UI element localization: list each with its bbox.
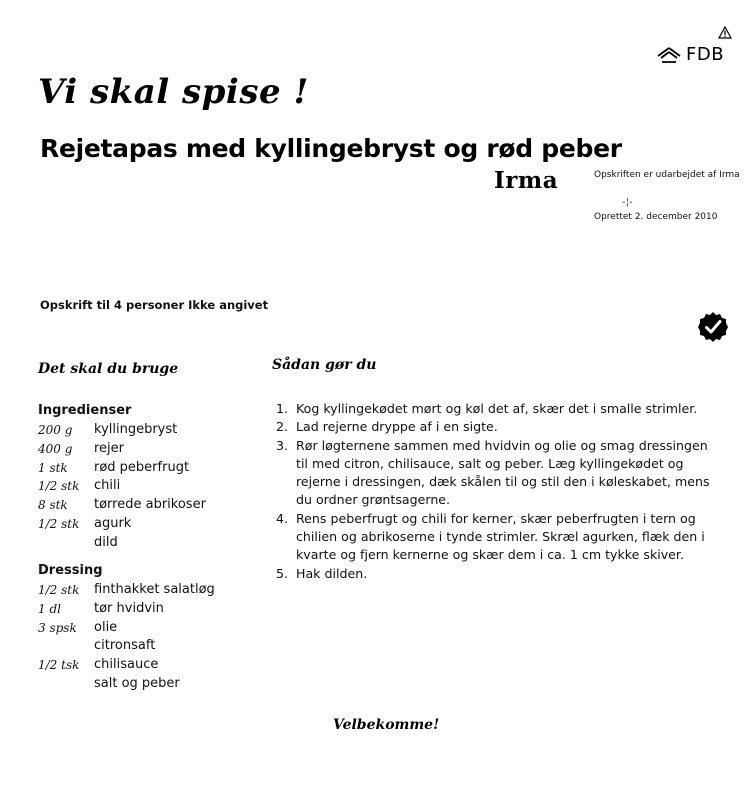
- ingredient-row: [38, 440, 206, 459]
- dressing-qty: 1 dl: [38, 601, 61, 616]
- dressing-row: [38, 637, 215, 656]
- dressing-list: [38, 581, 215, 694]
- ingredient-row: [38, 496, 206, 515]
- dressing-name: citronsaft: [94, 638, 156, 654]
- ingredient-qty: [38, 534, 94, 553]
- step-text: Kog kyllingekødet mørt og køl det af, skær det i smalle strimler.: [296, 401, 698, 416]
- step-text: Lad rejerne dryppe af i en sigte.: [296, 419, 498, 435]
- step-text: Hak dilden.: [296, 565, 368, 581]
- ingredient-row: [38, 477, 206, 496]
- step-number: 3.: [276, 437, 289, 453]
- fdb-logo-icon: [656, 46, 682, 64]
- step-number: 4.: [276, 510, 289, 526]
- warning-icon: [718, 24, 732, 43]
- dressing-row: [38, 656, 215, 675]
- step-number: 2.: [276, 419, 289, 435]
- ingredient-name: chili: [94, 478, 121, 494]
- page-title: Rejetapas med kyllingebryst og rød peber: [40, 134, 622, 163]
- dressing-name: chilisauce: [94, 657, 159, 673]
- step-item: [276, 437, 716, 510]
- ingredient-row: [38, 515, 206, 534]
- created-date: Oprettet 2. december 2010: [594, 212, 718, 222]
- ingredient-qty: 1 stk: [38, 460, 68, 475]
- ingredient-name: rød peberfrugt: [94, 459, 190, 475]
- closing-text: Velbekomme!: [333, 717, 440, 733]
- ingredients-list: [38, 421, 206, 553]
- step-item: [276, 565, 716, 583]
- fdb-logo-text: FDB: [686, 44, 725, 65]
- ingredient-qty: 400 g: [38, 441, 73, 456]
- ingredient-row: [38, 534, 206, 553]
- dressing-name: olie: [94, 619, 118, 635]
- ingredients-heading: Ingredienser: [38, 403, 132, 418]
- dressing-heading: Dressing: [38, 563, 103, 578]
- dressing-name: tør hvidvin: [94, 600, 164, 616]
- cursor-mark: -¦-: [622, 197, 633, 208]
- fdb-logo: [656, 44, 724, 65]
- brand-name: Irma: [494, 167, 559, 194]
- dressing-row: [38, 581, 215, 600]
- ingredient-name: dild: [94, 534, 118, 550]
- ingredient-qty: 8 stk: [38, 498, 68, 513]
- dressing-qty: [38, 637, 94, 656]
- dressing-name: salt og peber: [94, 675, 180, 691]
- ingredient-name: rejer: [94, 440, 125, 456]
- ingredient-qty: 1/2 stk: [38, 516, 80, 531]
- how-heading: Sådan gør du: [272, 357, 377, 373]
- step-text: Rør løgternene sammen med hvidvin og olie og smag dressingen til med citron, chilisauce, salt og peber. Læg kyllingekødet og rejerne i dressingen, dæk skålen til og stil den i køleskabet, mens du ordner grøntsagerne.: [296, 437, 710, 508]
- ingredient-name: tørrede abrikoser: [94, 497, 206, 513]
- dressing-row: [38, 675, 215, 694]
- step-item: [276, 400, 716, 418]
- use-heading: Det skal du bruge: [38, 361, 179, 377]
- step-number: 1.: [276, 401, 289, 416]
- tagline: Vi skal spise !: [38, 72, 309, 112]
- ingredient-name: kyllingebryst: [94, 422, 178, 437]
- dressing-qty: 3 spsk: [38, 620, 77, 635]
- dressing-qty: [38, 675, 94, 694]
- ingredient-row: [38, 421, 206, 440]
- dressing-row: [38, 600, 215, 619]
- author-line: Opskriften er udarbejdet af Irma: [594, 170, 740, 180]
- ingredient-qty: 1/2 stk: [38, 479, 80, 494]
- dressing-qty: 1/2 tsk: [38, 658, 80, 673]
- ingredient-row: [38, 459, 206, 478]
- dressing-row: [38, 619, 215, 638]
- step-number: 5.: [276, 565, 289, 581]
- dressing-name: finthakket salatløg: [94, 582, 215, 597]
- checkmark-icon: [697, 311, 729, 347]
- servings-line: Opskrift til 4 personer Ikke angivet: [40, 298, 269, 312]
- step-item: [276, 418, 716, 436]
- steps-list: [276, 400, 716, 583]
- step-text: Rens peberfrugt og chili for kerner, skær peberfrugten i tern og chilien og abrikoserne i tynde strimler. Skræl agurken, flæk den i kvarte og fjern kernerne og skær dem i ca. 1 cm tykke skiver.: [296, 510, 705, 563]
- step-item: [276, 510, 716, 565]
- dressing-qty: 1/2 stk: [38, 583, 80, 597]
- ingredient-qty: 200 g: [38, 423, 73, 437]
- ingredient-name: agurk: [94, 515, 132, 531]
